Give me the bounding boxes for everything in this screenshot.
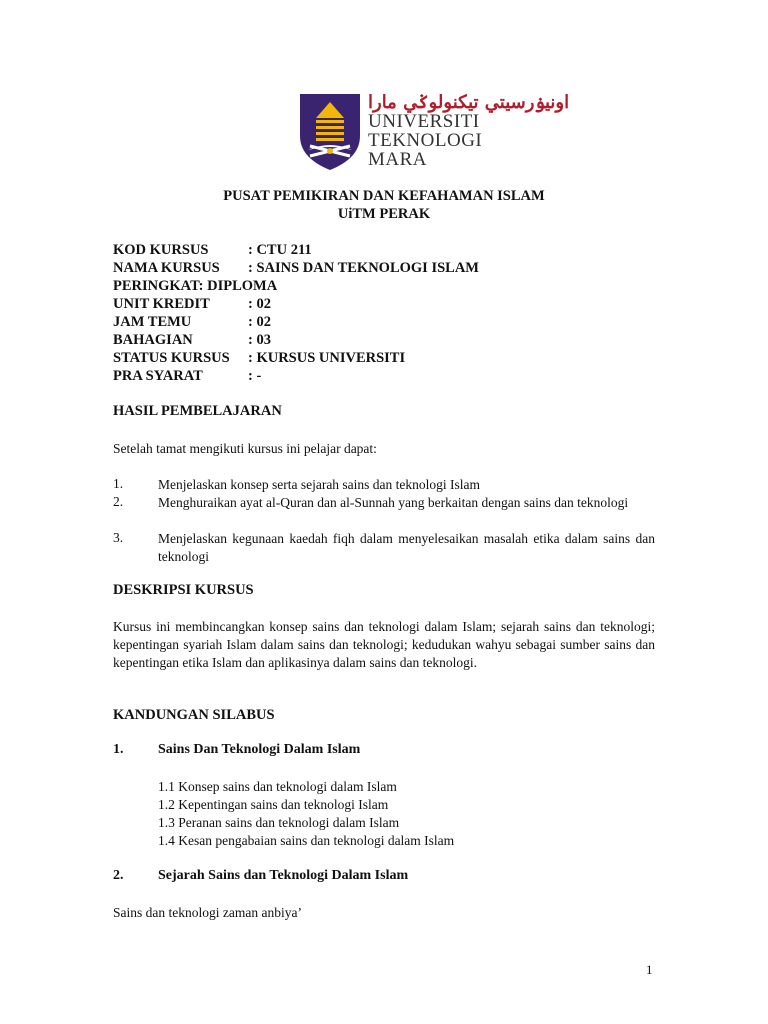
syllabus-subitem: 1.1 Konsep sains dan teknologi dalam Islam [158, 779, 397, 794]
list-item-text: Menjelaskan konsep serta sejarah sains dan teknologi Islam [158, 477, 481, 492]
syllabus-trailing-text: Sains dan teknologi zaman anbiya’ [113, 905, 302, 920]
syllabus-subitem: 1.4 Kesan pengabaian sains dan teknologi dalam Islam [158, 833, 455, 848]
info-label: NAMA KURSUS [113, 260, 220, 276]
logo-line-1: UNIVERSITI [368, 111, 480, 132]
info-label: UNIT KREDIT [113, 296, 210, 312]
info-value: : 03 [248, 332, 271, 348]
deskripsi-text: Kursus ini membincangkan konsep sains dan teknologi dalam Islam; sejarah sains dan teknologi; kepentingan syariah Islam dalam sains dan teknologi; kedudukan wahyu sebagai sumber sains dan kepentingan etika Islam dan aplikasinya dalam sains dan teknologi. [113, 619, 655, 670]
page-number: 1 [646, 962, 653, 977]
logo-line-2: TEKNOLOGI [368, 130, 483, 151]
section-title-deskripsi: DESKRIPSI KURSUS [113, 582, 254, 598]
info-value: : - [248, 368, 262, 384]
info-label: KOD KURSUS [113, 242, 209, 258]
heading-line-2: UiTM PERAK [337, 206, 431, 222]
uitm-crest-icon [298, 92, 362, 172]
info-label: PERINGKAT: DIPLOMA [113, 278, 278, 294]
list-number: 1. [113, 476, 124, 491]
list-item-text: Menjelaskan kegunaan kaedah fiqh dalam menyelesaikan masalah etika dalam sains dan teknologi [158, 531, 655, 564]
hasil-intro: Setelah tamat mengikuti kursus ini pelajar dapat: [113, 441, 377, 456]
list-item-text: Menghuraikan ayat al-Quran dan al-Sunnah yang berkaitan dengan sains dan teknologi [158, 495, 629, 510]
info-value: : 02 [248, 314, 271, 330]
info-label: BAHAGIAN [113, 332, 193, 348]
logo-line-3: MARA [368, 149, 428, 170]
list-number: 2. [113, 494, 124, 509]
syllabus-subitem: 1.2 Kepentingan sains dan teknologi Islam [158, 797, 389, 812]
section-title-hasil: HASIL PEMBELAJARAN [113, 403, 282, 419]
info-value: : SAINS DAN TEKNOLOGI ISLAM [248, 260, 479, 276]
syllabus-title: Sains Dan Teknologi Dalam Islam [158, 742, 361, 757]
syllabus-number: 1. [113, 742, 124, 757]
syllabus-subitem: 1.3 Peranan sains dan teknologi dalam Islam [158, 815, 400, 830]
list-number: 3. [113, 530, 124, 545]
heading-line-1: PUSAT PEMIKIRAN DAN KEFAHAMAN ISLAM [223, 188, 545, 204]
info-label: JAM TEMU [113, 314, 192, 330]
uitm-logo [298, 92, 570, 172]
info-value: : KURSUS UNIVERSITI [248, 350, 406, 366]
info-label: STATUS KURSUS [113, 350, 230, 366]
syllabus-title: Sejarah Sains dan Teknologi Dalam Islam [158, 868, 409, 883]
section-title-silabus: KANDUNGAN SILABUS [113, 707, 275, 723]
logo-university-name [368, 112, 482, 169]
syllabus-number: 2. [113, 868, 124, 883]
logo-jawi-text: اونيۏرسيتي تيكنولوݢي مارا [368, 92, 570, 113]
info-value: : 02 [248, 296, 271, 312]
info-label: PRA SYARAT [113, 368, 203, 384]
info-value: : CTU 211 [248, 242, 312, 258]
